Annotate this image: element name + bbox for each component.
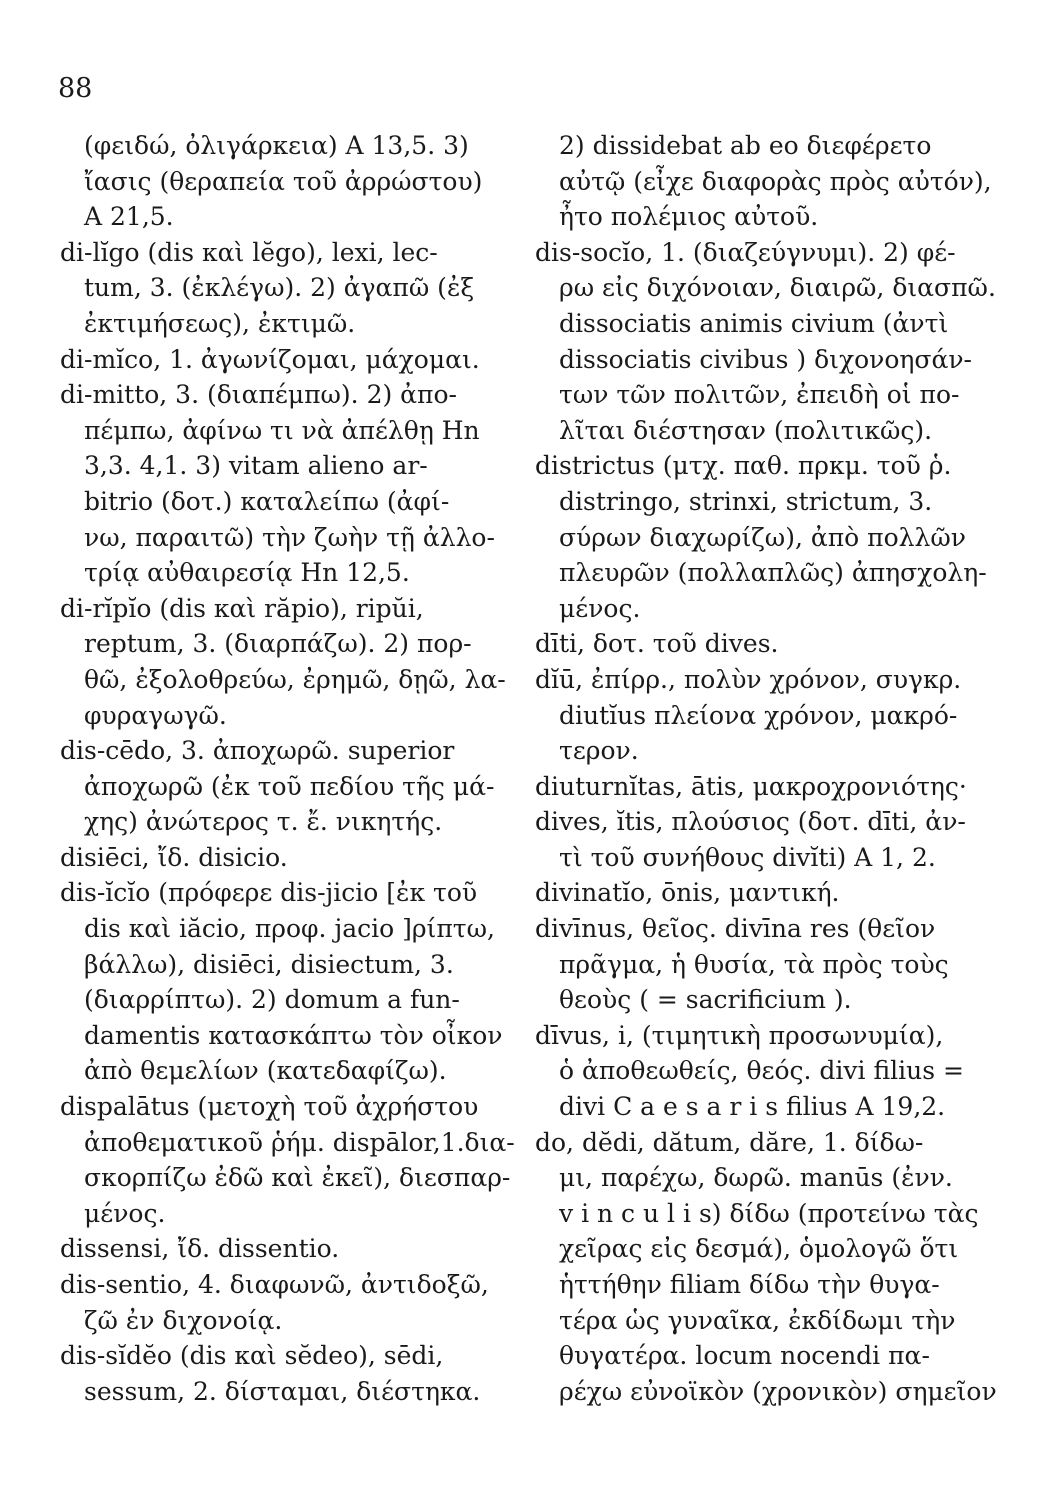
dictionary-line: θεοὺς ( = sacrificium ). (559, 985, 852, 1015)
dictionary-line: μι, παρέχω, δωρῶ. manūs (ἐνν. (559, 1163, 953, 1193)
dictionary-line: ρω εἰς διχόνοιαν, διαιρῶ, διασπῶ. (559, 273, 996, 303)
dictionary-line: dis-sentio, 4. διαφωνῶ, ἀντιδοξῶ, (60, 1270, 489, 1299)
dictionary-line: ἀπὸ θεμελίων (κατεδαφίζω). (84, 1056, 447, 1086)
dictionary-line: αὐτῷ (εἶχε διαφορὰς πρὸς αὐτόν), (559, 166, 992, 196)
left-column (60, 128, 520, 1409)
dictionary-line: 3,3. 4,1. 3) vitam alieno ar- (84, 451, 428, 481)
page-number: 88 (58, 73, 93, 104)
dictionary-line: di-lĭgo (dis καὶ lĕgo), lexi, lec- (60, 237, 438, 267)
dictionary-line: dissociatis animis civium (ἀντὶ (559, 308, 949, 338)
dictionary-line: dis-sĭdĕo (dis καὶ sĕdeo), sēdi, (60, 1341, 444, 1371)
dictionary-line: damentis κατασκάπτω τὸν οἶκον (84, 1020, 503, 1050)
dictionary-line: ἦτο πολέμιος αὐτοῦ. (559, 202, 819, 232)
dictionary-line: sessum, 2. δίσταμαι, διέστηκα. (84, 1376, 481, 1406)
dictionary-line: τέρα ὡς γυναῖκα, ἐκδίδωμι τὴν (559, 1305, 956, 1335)
dictionary-line: ζῶ ἐν διχονοίᾳ. (84, 1305, 283, 1335)
dictionary-line: dis καὶ iăcio, προφ. jacio ]ρίπτω, (84, 914, 495, 944)
dictionary-line: ρέχω εὐνοϊκὸν (χρονικὸν) σημεῖον (559, 1376, 997, 1406)
dictionary-line: σκορπίζω ἐδῶ καὶ ἐκεῖ), διεσπαρ- (84, 1163, 511, 1193)
dictionary-line: πρᾶγμα, ἡ θυσία, τὰ πρὸς τοὺς (559, 949, 949, 979)
dictionary-line: θυγατέρα. locum nocendi πα- (559, 1341, 930, 1371)
dictionary-line: tum, 3. (ἐκλέγω). 2) ἀγαπῶ (ἐξ (84, 273, 475, 303)
dictionary-line: χεῖρας εἰς δεσμά), ὁμολογῶ ὅτι (559, 1234, 959, 1264)
dictionary-line: districtus (μτχ. παθ. πρκμ. τοῦ ῥ. (535, 451, 952, 481)
dictionary-line: do, dĕdi, dătum, dăre, 1. δίδω- (535, 1127, 924, 1157)
dictionary-line: χης) ἀνώτερος τ. ἔ. νικητής. (84, 807, 443, 837)
dictionary-line: di-mĭco, 1. ἀγωνίζομαι, μάχομαι. (60, 344, 480, 374)
dictionary-line: divinatĭo, ōnis, μαντική. (535, 878, 840, 908)
dictionary-line: 2) dissidebat ab eo διεφέρετο (559, 131, 932, 160)
dictionary-line: diutĭus πλείονα χρόνον, μακρό- (559, 700, 958, 730)
dictionary-line: ἡττήθην filiam δίδω τὴν θυγα- (559, 1270, 940, 1299)
dictionary-line: πλευρῶν (πολλαπλῶς) ἀπησχολη- (559, 558, 987, 588)
dictionary-line: λῖται διέστησαν (πολιτικῶς). (559, 415, 933, 445)
dictionary-line: dis-ĭcĭo (πρόφερε dis-jicio [ἐκ τοῦ (60, 878, 478, 908)
dictionary-line: divi C a e s a r i s filius Α 19,2. (559, 1092, 946, 1122)
dictionary-line: τρίᾳ αὐθαιρεσίᾳ Hn 12,5. (84, 558, 410, 588)
dictionary-line: των τῶν πολιτῶν, ἐπειδὴ οἱ πο- (559, 380, 960, 410)
dictionary-line: divīnus, θεῖος. divīna res (θεῖον (535, 914, 936, 944)
dictionary-line: dis-cēdo, 3. ἀποχωρῶ. superior (60, 736, 455, 766)
dictionary-line: νω, παραιτῶ) τὴν ζωὴν τῇ ἀλλο- (84, 522, 495, 552)
dictionary-line: di-mitto, 3. (διαπέμπω). 2) ἀπο- (60, 380, 457, 410)
dictionary-line: dispalātus (μετοχὴ τοῦ ἀχρήστου (60, 1092, 479, 1122)
dictionary-line: dīvus, i, (τιμητικὴ προσωνυμία), (535, 1020, 944, 1050)
dictionary-line: ἀποθεματικοῦ ῥήμ. dispālor,1.δια- (84, 1127, 515, 1157)
dictionary-line: dĭū, ἐπίρρ., πολὺν χρόνον, συγκρ. (535, 664, 962, 694)
dictionary-line: ὁ ἀποθεωθείς, θεός. divi filius = (559, 1056, 964, 1086)
dictionary-line: reptum, 3. (διαρπάζω). 2) πορ- (84, 629, 472, 659)
dictionary-line: (φειδώ, ὀλιγάρκεια) Α 13,5. 3) (84, 131, 469, 160)
dictionary-line: Α 21,5. (84, 202, 174, 232)
dictionary-line: dīti, δοτ. τοῦ dives. (535, 629, 779, 659)
dictionary-line: bitrio (δοτ.) καταλείπω (ἀφί- (84, 486, 450, 516)
dictionary-line: μένος. (559, 593, 641, 623)
dictionary-line: distringo, strinxi, strictum, 3. (559, 486, 933, 516)
dictionary-line: dis-socĭo, 1. (διαζεύγνυμι). 2) φέ- (535, 237, 956, 267)
dictionary-line: ἴασις (θεραπεία τοῦ ἀρρώστου) (84, 166, 483, 196)
dictionary-line: diuturnĭtas, ātis, μακροχρονιότης· (535, 771, 967, 801)
dictionary-line: di-rĭpĭo (dis καὶ răpio), ripŭi, (60, 593, 424, 623)
right-column (535, 128, 997, 1409)
dictionary-line: dissensi, ἴδ. dissentio. (60, 1234, 340, 1264)
dictionary-line: disiēci, ἴδ. disicio. (60, 842, 288, 872)
dictionary-line: ἀποχωρῶ (ἐκ τοῦ πεδίου τῆς μά- (84, 771, 495, 801)
dictionary-line: τερον. (559, 736, 639, 766)
dictionary-line: θῶ, ἐξολοθρεύω, ἐρημῶ, δῃῶ, λα- (84, 664, 506, 694)
dictionary-line: βάλλω), disiēci, disiectum, 3. (84, 949, 454, 979)
dictionary-line: τὶ τοῦ συνήθους divĭti) Α 1, 2. (559, 842, 936, 872)
dictionary-line: ἐκτιμήσεως), ἐκτιμῶ. (84, 308, 356, 338)
dictionary-line: φυραγωγῶ. (84, 700, 227, 730)
dictionary-line: σύρων διαχωρίζω), ἀπὸ πολλῶν (559, 522, 966, 552)
dictionary-line: dissociatis civibus ) διχονοησάν- (559, 344, 973, 374)
dictionary-line: μένος. (84, 1198, 166, 1228)
dictionary-line: πέμπω, ἀφίνω τι νὰ ἀπέλθῃ Hn (84, 415, 480, 445)
dictionary-line: (διαρρίπτω). 2) domum a fun- (84, 985, 460, 1015)
dictionary-line: v i n c u l i s) δίδω (προτείνω τὰς (559, 1198, 979, 1228)
dictionary-line: dives, ĭtis, πλούσιος (δοτ. dīti, ἀν- (535, 807, 966, 837)
